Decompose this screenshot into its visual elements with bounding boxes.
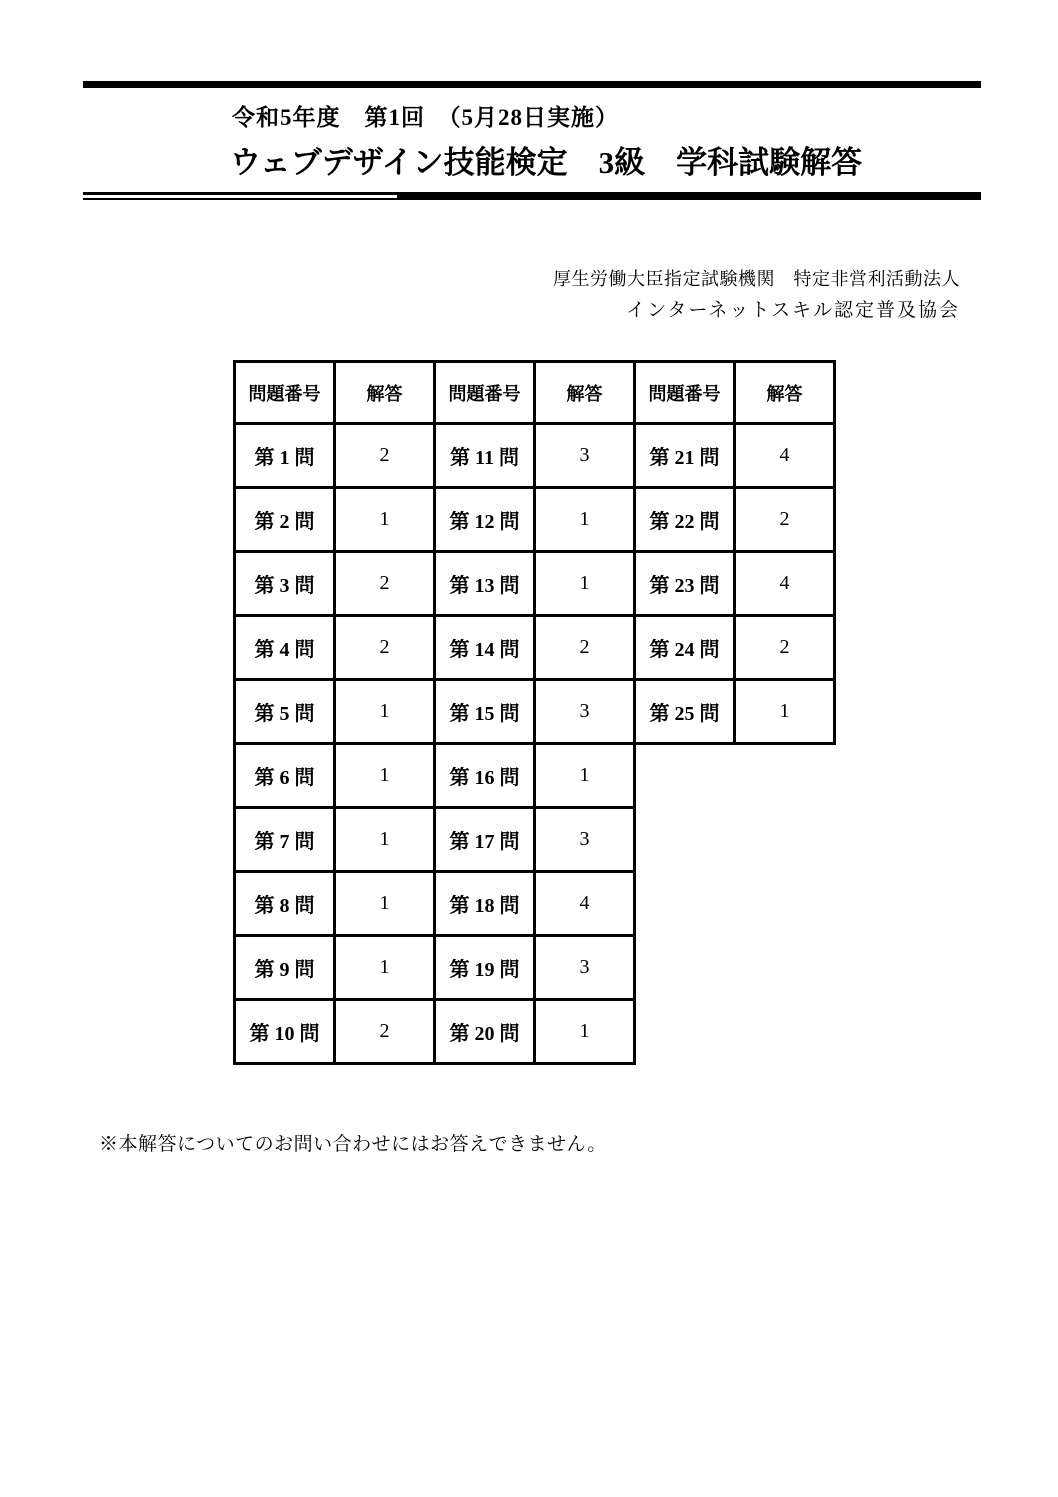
top-rule-bar xyxy=(83,81,981,88)
question-cell: 第 11 問 xyxy=(435,424,535,488)
empty-cell xyxy=(635,808,735,872)
question-cell: 第 16 問 xyxy=(435,744,535,808)
empty-cell xyxy=(735,1000,835,1064)
organization-block xyxy=(553,264,960,327)
answer-cell: 1 xyxy=(535,1000,635,1064)
question-cell: 第 13 問 xyxy=(435,552,535,616)
question-cell: 第 1 問 xyxy=(235,424,335,488)
answer-cell: 2 xyxy=(335,1000,435,1064)
empty-cell xyxy=(735,808,835,872)
question-cell: 第 22 問 xyxy=(635,488,735,552)
question-cell: 第 15 問 xyxy=(435,680,535,744)
answer-cell: 2 xyxy=(335,552,435,616)
question-cell: 第 6 問 xyxy=(235,744,335,808)
answer-cell: 1 xyxy=(335,744,435,808)
organization-designation: 厚生労働大臣指定試験機関 特定非営利活動法人 xyxy=(553,269,960,289)
answer-cell: 3 xyxy=(535,424,635,488)
header-cell: 問題番号 xyxy=(235,362,335,424)
table-row xyxy=(235,488,835,552)
answer-cell: 1 xyxy=(535,744,635,808)
organization-name: インターネットスキル認定普及協会 xyxy=(626,300,960,321)
question-cell: 第 12 問 xyxy=(435,488,535,552)
title-underline-double xyxy=(83,192,397,200)
table-row xyxy=(235,1000,835,1064)
empty-cell xyxy=(735,872,835,936)
answer-cell: 4 xyxy=(535,872,635,936)
table-row xyxy=(235,872,835,936)
answer-cell: 2 xyxy=(335,616,435,680)
question-cell: 第 9 問 xyxy=(235,936,335,1000)
question-cell: 第 7 問 xyxy=(235,808,335,872)
question-cell: 第 19 問 xyxy=(435,936,535,1000)
header-cell: 解答 xyxy=(735,362,835,424)
answer-cell: 4 xyxy=(735,552,835,616)
answer-cell: 1 xyxy=(335,488,435,552)
answer-cell: 1 xyxy=(335,808,435,872)
question-cell: 第 20 問 xyxy=(435,1000,535,1064)
question-cell: 第 25 問 xyxy=(635,680,735,744)
answer-cell: 2 xyxy=(735,488,835,552)
empty-cell xyxy=(735,936,835,1000)
answer-cell: 2 xyxy=(535,616,635,680)
question-cell: 第 18 問 xyxy=(435,872,535,936)
table-row xyxy=(235,424,835,488)
question-cell: 第 14 問 xyxy=(435,616,535,680)
question-cell: 第 3 問 xyxy=(235,552,335,616)
question-cell: 第 23 問 xyxy=(635,552,735,616)
document-title: ウェブデザイン技能検定 3級 学科試験解答 xyxy=(230,145,863,180)
header-cell: 問題番号 xyxy=(435,362,535,424)
empty-cell xyxy=(635,936,735,1000)
question-cell: 第 21 問 xyxy=(635,424,735,488)
header-cell: 解答 xyxy=(335,362,435,424)
answer-cell: 4 xyxy=(735,424,835,488)
table-row xyxy=(235,680,835,744)
answer-cell: 3 xyxy=(535,680,635,744)
answer-cell: 2 xyxy=(335,424,435,488)
table-row xyxy=(235,552,835,616)
header-cell: 解答 xyxy=(535,362,635,424)
table-row xyxy=(235,808,835,872)
answer-table xyxy=(233,360,836,1065)
exam-session-line: 令和5年度 第1回 （5月28日実施） xyxy=(232,105,619,130)
table-row xyxy=(235,744,835,808)
answer-cell: 1 xyxy=(335,936,435,1000)
title-underline-bar xyxy=(397,192,981,200)
question-cell: 第 5 問 xyxy=(235,680,335,744)
question-cell: 第 24 問 xyxy=(635,616,735,680)
empty-cell xyxy=(635,744,735,808)
question-cell: 第 10 問 xyxy=(235,1000,335,1064)
question-cell: 第 2 問 xyxy=(235,488,335,552)
empty-cell xyxy=(735,744,835,808)
question-cell: 第 4 問 xyxy=(235,616,335,680)
empty-cell xyxy=(635,1000,735,1064)
answer-cell: 1 xyxy=(335,872,435,936)
footnote-text: ※本解答についてのお問い合わせにはお答えできません。 xyxy=(99,1134,607,1155)
table-row xyxy=(235,936,835,1000)
answer-cell: 1 xyxy=(535,552,635,616)
question-cell: 第 8 問 xyxy=(235,872,335,936)
answer-cell: 2 xyxy=(735,616,835,680)
answer-cell: 1 xyxy=(735,680,835,744)
empty-cell xyxy=(635,872,735,936)
answer-cell: 3 xyxy=(535,936,635,1000)
table-header-row xyxy=(235,362,835,424)
header-cell: 問題番号 xyxy=(635,362,735,424)
answer-cell: 1 xyxy=(335,680,435,744)
question-cell: 第 17 問 xyxy=(435,808,535,872)
answer-cell: 3 xyxy=(535,808,635,872)
answer-cell: 1 xyxy=(535,488,635,552)
table-row xyxy=(235,616,835,680)
